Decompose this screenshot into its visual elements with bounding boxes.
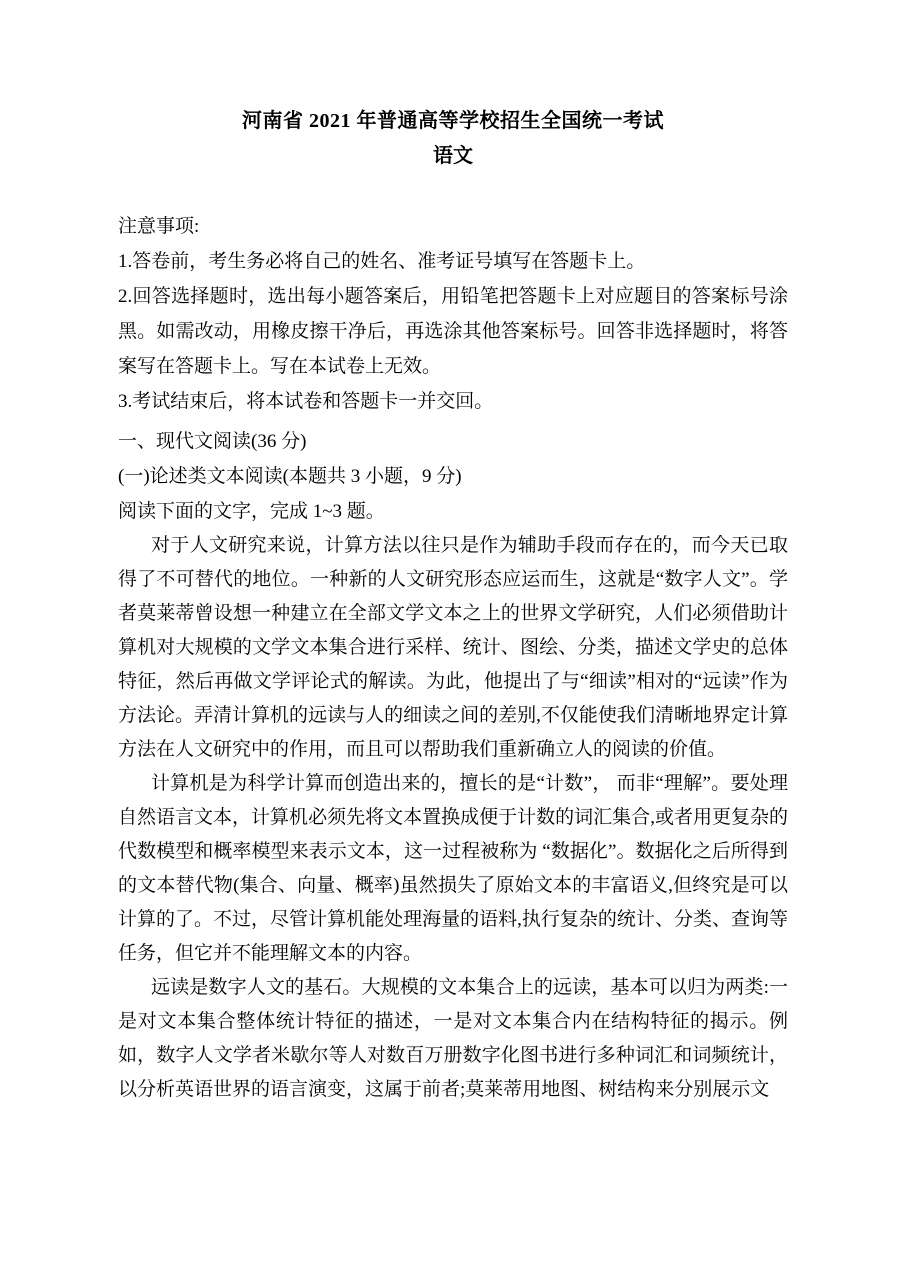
passage-paragraph-2: 计算机是为科学计算而创造出来的，擅长的是“计数”， 而非“理解”。要处理自然语言文本，计算机必须先将文本置换成便于计数的词汇集合,或者用更复杂的代数模型和概率模型来表示文本，这一过程被称为 “数据化”。数据化之后所得到的文本替代物(集合、向量、概率)虽然损失了原始文本的丰富语义,但终究是可以计算的了。不过，尽管计算机能处理海量的语料,执行复杂的统计、分类、查询等任务，但它并不能理解文本的内容。 [118, 773, 788, 964]
section-heading-modern-reading: 一、现代文阅读(36 分) [118, 431, 307, 452]
notice-heading: 注意事项: [118, 216, 200, 237]
document-body [118, 209, 788, 1107]
doc-subtitle: 语文 [433, 145, 473, 167]
page-content [118, 104, 788, 1107]
notice-item-2: 2.回答选择题时，选出每小题答案后，用铅笔把答题卡上对应题目的答案标号涂黑。如需改动，用橡皮擦干净后，再选涂其他答案标号。回答非选择题时，将答案写在答题卡上。写在本试卷上无效。 [118, 286, 788, 377]
notice-item-1: 1.答卷前，考生务必将自己的姓名、准考证号填写在答题卡上。 [118, 251, 646, 272]
passage-paragraph-3: 远读是数字人文的基石。大规模的文本集合上的远读，基本可以归为两类:一是对文本集合整体统计特征的描述，一是对文本集合内在结构特征的揭示。例如，数字人文学者米歇尔等人对数百万册数字化图书进行多种词汇和词频统计，以分析英语世界的语言演变，这属于前者;莫莱蒂用地图、树结构来分别展示文 [118, 977, 788, 1100]
notice-item-3: 3.考试结束后，将本试卷和答题卡一并交回。 [118, 391, 494, 412]
subsection-heading-argumentative-reading: (一)论述类文本阅读(本题共 3 小题，9 分) [118, 466, 462, 487]
passage-paragraph-1: 对于人文研究来说，计算方法以往只是作为辅助手段而存在的，而今天已取得了不可替代的地位。一种新的人文研究形态应运而生，这就是“数字人文”。学者莫莱蒂曾设想一种建立在全部文学文本之上的世界文学研究，人们必须借助计算机对大规模的文学文本集合进行采样、统计、图绘、分类，描述文学史的总体特征，然后再做文学评论式的解读。为此，他提出了与“细读”相对的“远读”作为方法论。弄清计算机的远读与人的细读之间的差别,不仅能使我们清晰地界定计算方法在人文研究中的作用，而且可以帮助我们重新确立人的阅读的价值。 [118, 535, 788, 760]
doc-title: 河南省 2021 年普通高等学校招生全国统一考试 [242, 110, 664, 132]
reading-instruction: 阅读下面的文字，完成 1~3 题。 [118, 501, 385, 522]
spacer [118, 174, 788, 209]
